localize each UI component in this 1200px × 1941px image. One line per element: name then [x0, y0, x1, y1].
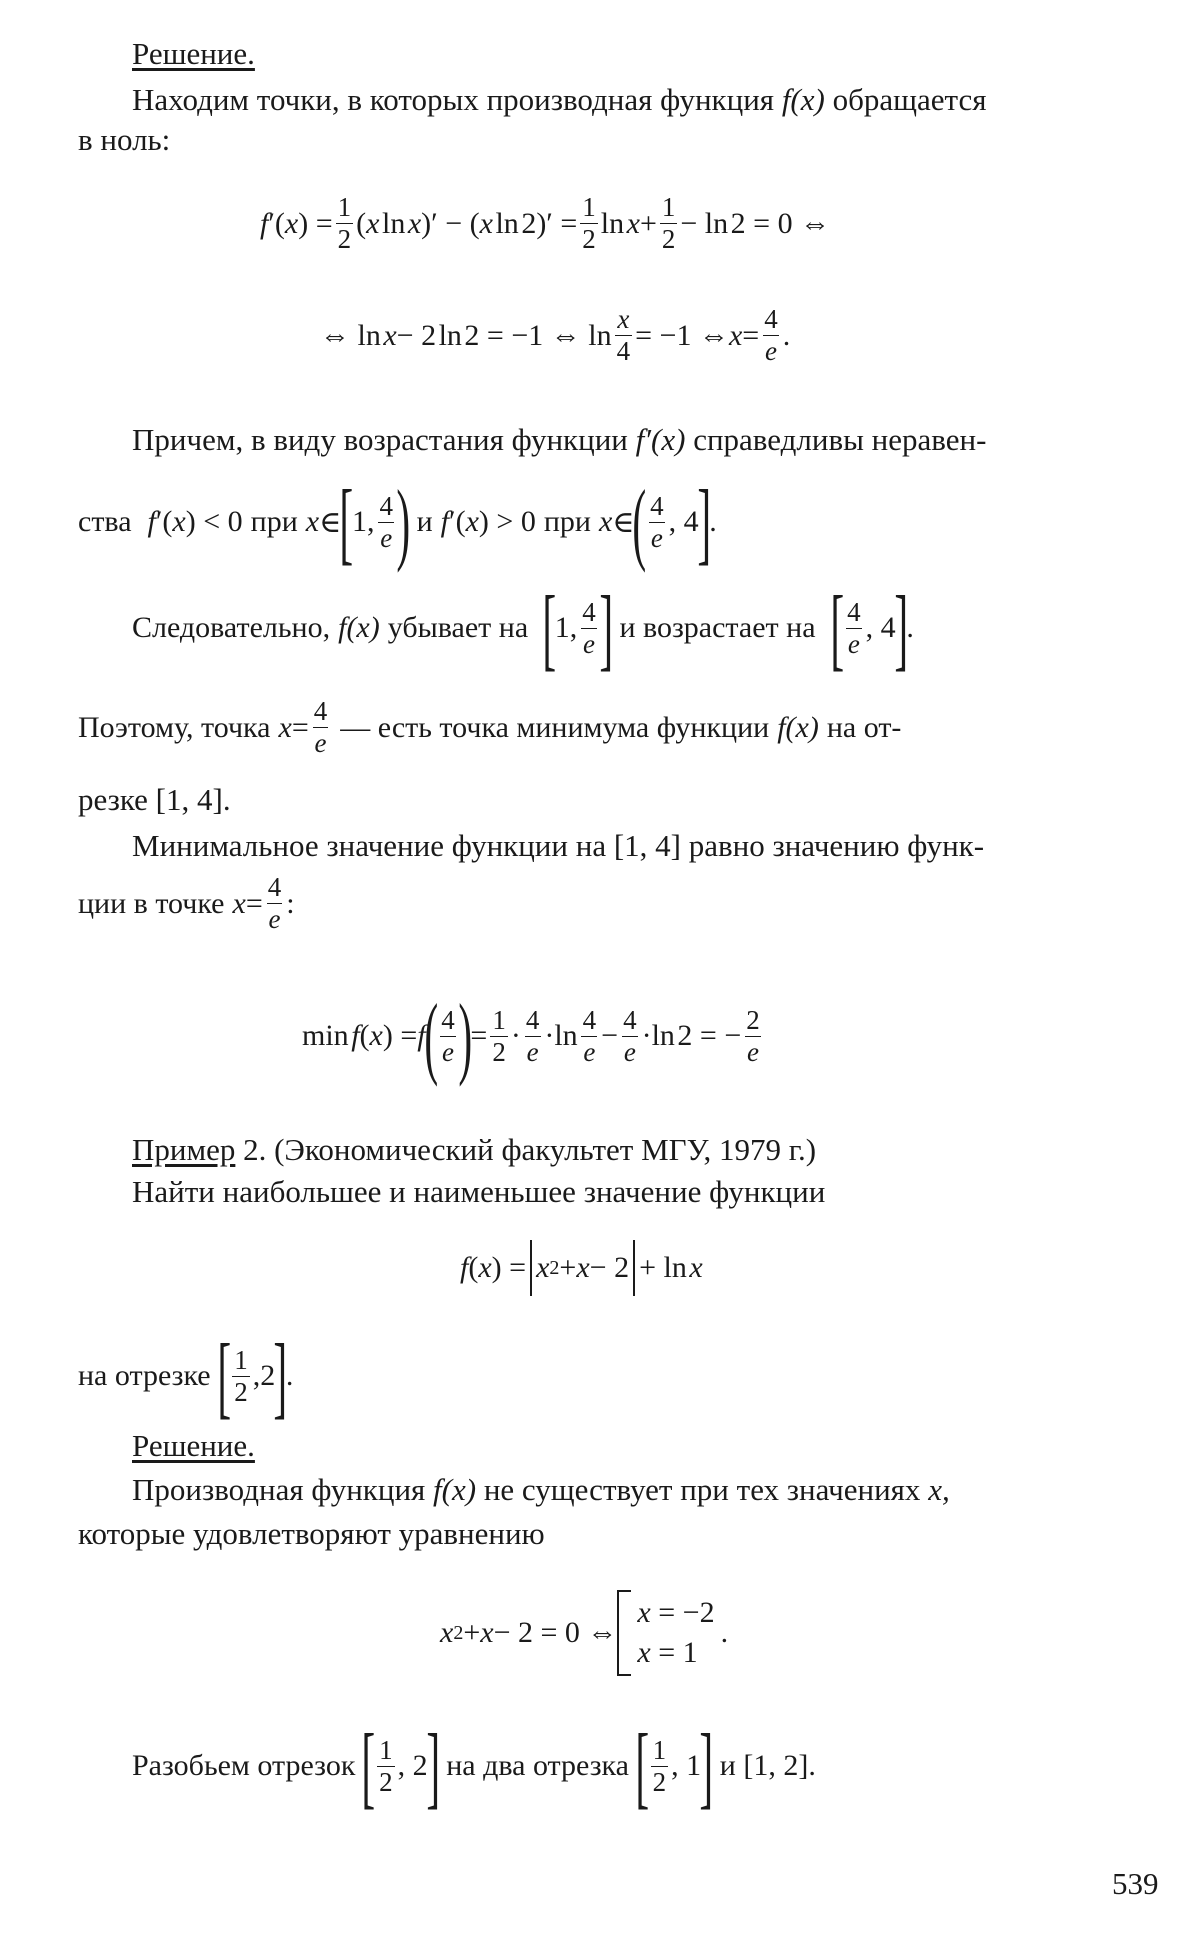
paragraph-5-line-2: ции в точке x = $\frac{4}{e}$ :	[78, 872, 295, 934]
equation-derivative: f ′ ( x ) = $\frac{1}{2}$ ( x ln x )′ − ( x ln 2)′ = $\frac{1}{2}$ ln x + $\frac{1}{2}$ − ln 2 = 0 ⇔	[260, 192, 831, 254]
equation-function: f ( x ) = x 2 + x − 2 + ln x	[460, 1240, 703, 1296]
paragraph-1-line-1: Находим точки, в которых производная функция f(x) обращается	[132, 82, 987, 117]
equation-roots: x 2 + x − 2 = 0 ⇔ x = −2 x = 1 .	[440, 1590, 728, 1676]
segment-line: на отрезке [ $\frac{1}{2}$ ,2 ] .	[78, 1325, 294, 1427]
paragraph-4-line-1: Поэтому, точка x = $\frac{4}{e}$ — есть точка минимума функции f(x) на от-	[78, 696, 902, 758]
paragraph-5-line-1: Минимальное значение функции на [1, 4] равно значению функ-	[132, 828, 985, 863]
solution-heading: Решение.	[132, 36, 255, 71]
page-number: 539	[1112, 1866, 1159, 1901]
paragraph-6-line-2: которые удовлетворяют уравнению	[78, 1516, 545, 1551]
equation-minimum: min f ( x ) = f ( $\frac{4}{e}$ ) = $\frac{1}{2}$ · $\frac{4}{e}$ ·ln $\frac{4}{e}$ − $\frac{4}{e}$ ·ln 2 = − $\frac{2}{e}$	[302, 985, 760, 1087]
paragraph-2-line-1: Причем, в виду возрастания функции f′(x) справедливы неравен-	[132, 422, 987, 457]
equation-solution: ⇔ ln x − 2 ln 2 = −1 ⇔ ln $\frac{x}{4}$ = −1 ⇔ x = $\frac{4}{e}$ .	[320, 304, 791, 366]
paragraph-6-line-1: Производная функция f(x) не существует при тех значениях x,	[132, 1472, 950, 1507]
paragraph-1-line-2: в ноль:	[78, 122, 171, 157]
paragraph-2-line-2: ства f ′( x ) < 0 при x ∈ [ 1, $\frac{4}{e}$ ) и f ′( x ) > 0 при x ∈ ( $\frac{4}{e}$ , 4 ] .	[78, 471, 717, 573]
solution-heading-2: Решение.	[132, 1428, 255, 1463]
example-task: Найти наибольшее и наименьшее значение функции	[132, 1174, 826, 1209]
paragraph-3: Следовательно, f(x) убывает на [ 1, $\frac{4}{e}$ ] и возрастает на [ $\frac{4}{e}$ , 4 ] .	[132, 577, 914, 679]
example-title: Пример 2. (Экономический факультет МГУ, 1979 г.)	[132, 1132, 817, 1167]
paragraph-7: Разобьем отрезок [ $\frac{1}{2}$ , 2 ] на два отрезка [ $\frac{1}{2}$ , 1 ] и [1, 2].	[132, 1715, 816, 1817]
paragraph-4-line-2: резке [1, 4].	[78, 782, 231, 817]
